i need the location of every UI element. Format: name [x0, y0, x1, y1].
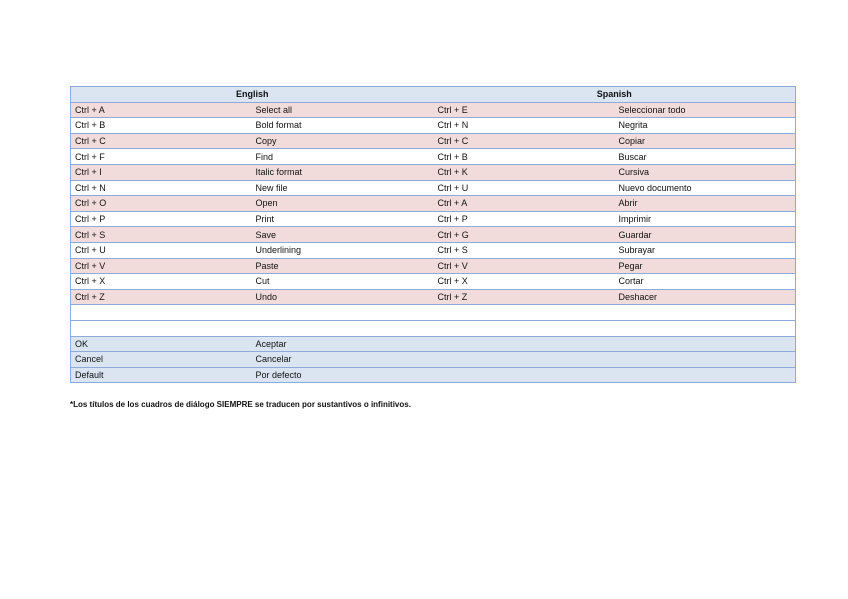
spanish-action: Subrayar [615, 242, 796, 258]
english-action: Cut [252, 274, 434, 290]
empty-cell [252, 320, 434, 336]
table-row [71, 180, 796, 196]
table-row [71, 352, 796, 368]
spanish-button-label: Cancelar [252, 352, 434, 368]
spanish-action: Imprimir [615, 211, 796, 227]
spanish-shortcut: Ctrl + V [434, 258, 615, 274]
english-action: Undo [252, 289, 434, 305]
table-row [71, 258, 796, 274]
english-action: Save [252, 227, 434, 243]
english-action: Copy [252, 133, 434, 149]
table-row [71, 164, 796, 180]
spanish-action: Copiar [615, 133, 796, 149]
spanish-button-label: Aceptar [252, 336, 434, 352]
english-button-label: Default [71, 367, 252, 383]
empty-cell [615, 336, 796, 352]
english-shortcut: Ctrl + F [71, 149, 252, 165]
empty-cell [615, 320, 796, 336]
table-row [71, 242, 796, 258]
english-shortcut: Ctrl + S [71, 227, 252, 243]
table-row [71, 274, 796, 290]
empty-cell [71, 305, 252, 321]
translation-table [70, 86, 796, 383]
spanish-shortcut: Ctrl + P [434, 211, 615, 227]
table-row [71, 336, 796, 352]
table-row [71, 196, 796, 212]
empty-cell [71, 320, 252, 336]
header-row [71, 87, 796, 103]
english-action: Bold format [252, 118, 434, 134]
english-shortcut: Ctrl + U [71, 242, 252, 258]
table-row [71, 149, 796, 165]
spanish-action: Cortar [615, 274, 796, 290]
english-shortcut: Ctrl + N [71, 180, 252, 196]
spanish-action: Pegar [615, 258, 796, 274]
spanish-action: Guardar [615, 227, 796, 243]
spanish-shortcut: Ctrl + S [434, 242, 615, 258]
english-action: Italic format [252, 164, 434, 180]
table-row [71, 367, 796, 383]
english-action: Open [252, 196, 434, 212]
table-row [71, 211, 796, 227]
spanish-shortcut: Ctrl + B [434, 149, 615, 165]
english-shortcut: Ctrl + Z [71, 289, 252, 305]
spanish-shortcut: Ctrl + X [434, 274, 615, 290]
table-row [71, 289, 796, 305]
english-action: Print [252, 211, 434, 227]
english-action: Find [252, 149, 434, 165]
empty-cell [434, 336, 615, 352]
spanish-shortcut: Ctrl + Z [434, 289, 615, 305]
english-action: New file [252, 180, 434, 196]
english-shortcut: Ctrl + I [71, 164, 252, 180]
table-row [71, 227, 796, 243]
table-row [71, 133, 796, 149]
header-spanish: Spanish [434, 87, 796, 103]
spanish-shortcut: Ctrl + G [434, 227, 615, 243]
empty-cell [434, 367, 615, 383]
empty-cell [252, 305, 434, 321]
spanish-shortcut: Ctrl + K [434, 164, 615, 180]
table-row [71, 118, 796, 134]
spanish-action: Negrita [615, 118, 796, 134]
empty-cell [434, 352, 615, 368]
english-action: Paste [252, 258, 434, 274]
english-shortcut: Ctrl + O [71, 196, 252, 212]
empty-cell [615, 367, 796, 383]
spanish-action: Deshacer [615, 289, 796, 305]
english-button-label: OK [71, 336, 252, 352]
spanish-action: Seleccionar todo [615, 102, 796, 118]
table-row [71, 102, 796, 118]
english-shortcut: Ctrl + X [71, 274, 252, 290]
spanish-action: Nuevo documento [615, 180, 796, 196]
empty-cell [434, 305, 615, 321]
header-english: English [71, 87, 434, 103]
spanish-button-label: Por defecto [252, 367, 434, 383]
spanish-shortcut: Ctrl + E [434, 102, 615, 118]
english-action: Select all [252, 102, 434, 118]
empty-row [71, 305, 796, 321]
empty-cell [434, 320, 615, 336]
english-shortcut: Ctrl + P [71, 211, 252, 227]
spanish-shortcut: Ctrl + U [434, 180, 615, 196]
spanish-shortcut: Ctrl + A [434, 196, 615, 212]
empty-cell [615, 352, 796, 368]
english-shortcut: Ctrl + B [71, 118, 252, 134]
spanish-shortcut: Ctrl + C [434, 133, 615, 149]
empty-row [71, 320, 796, 336]
spanish-action: Cursiva [615, 164, 796, 180]
english-button-label: Cancel [71, 352, 252, 368]
english-shortcut: Ctrl + C [71, 133, 252, 149]
footnote: *Los títulos de los cuadros de diálogo SIEMPRE se traducen por sustantivos o infinitivos. [70, 400, 411, 409]
english-shortcut: Ctrl + A [71, 102, 252, 118]
english-action: Underlining [252, 242, 434, 258]
spanish-shortcut: Ctrl + N [434, 118, 615, 134]
spanish-action: Abrir [615, 196, 796, 212]
empty-cell [615, 305, 796, 321]
english-shortcut: Ctrl + V [71, 258, 252, 274]
spanish-action: Buscar [615, 149, 796, 165]
